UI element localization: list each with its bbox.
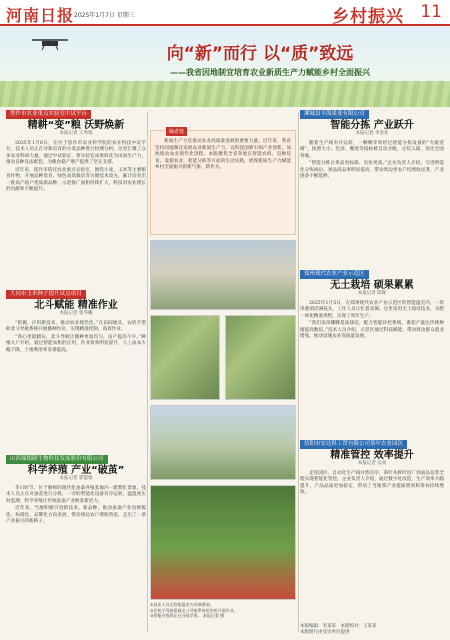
article-paragraph: 近年来，焦作市依托农业重点实验室，围绕小麦、玉米等主要粮食作物，开展品种选育、绿色高效栽培等关键技术攻关，累计培育出一批高产稳产优质新品种，示范推广面积持续扩大，科技对农业增长的贡献率不断提升。 [6,167,146,192]
article-title: 精准管控 效率提升 [330,449,414,461]
column-right-bottom [300,440,444,498]
page-subheadline: ——我省因地制宜培育农业新质生产力赋能乡村全面振兴 [170,68,370,77]
article-title: 北斗赋能 精准作业 [34,299,118,311]
footer-line: 本版编辑：李某某 本版校对：王某某 [300,624,377,629]
editor-note [150,130,296,235]
article-paragraph: 随着生产线有序运转，一颗颗苹果经过智能分拣设备的“火眼金睛”，按照大小、色泽、糖度等指标被自动分级，分装入箱，发往全国各地。 [300,140,444,159]
article-byline: 本报记者 王秀娟 [59,131,93,136]
article-tag: 山西瑞德隆生物科技发展股份有限公司 [6,455,108,464]
footer-line: 本版图片由受访单位提供 [300,630,350,635]
article-title: 科学养殖 产业“破茧” [27,464,125,476]
article-tag: 大同市玉米种子提升试点项目 [6,290,86,299]
article-title: 无土栽培 硕果累累 [330,279,414,291]
page-footer [300,624,377,636]
section-title: 乡村振兴 [332,7,404,27]
farm-field-illustration [0,81,450,107]
photo-greenhouse-tomato [150,485,296,600]
article-paragraph: 冬日时节，位于偃师的现代化蚕桑养殖基地内一派繁忙景象。技术人员正在对蚕茧进行分拣，一旁的智能化设备有序运转，温湿度实时监测，科学养殖让传统蚕桑产业焕发新活力。 [6,485,146,504]
column-divider [298,112,299,632]
article-title: 智能分拣 产业跃升 [330,119,414,131]
article-paragraph: 2025年1月5日，在郑州现代农业产业示范区的智能温室内，一串串番茄挂满枝头，工作人员正忙着采摘。这里采用无土栽培技术，水肥一体化精准供给，实现了周年生产。 [300,300,444,319]
feature-banner [0,27,450,107]
newspaper-logo: 河南日报 [6,6,75,25]
article-tag: 信阳市安达科工贸有限公司茶叶农业园区 [300,440,407,449]
photo-seedlings [150,315,220,400]
page-number: 11 [420,2,442,22]
caption-line: ①技术人员在智能温室内采摘番茄。 [150,602,214,607]
masthead [0,0,450,26]
photo-corn-field [225,315,296,400]
column-left [6,110,146,195]
article-paragraph: “把握、应用新技术，推动农业现代化。”在田间地头，农机手借助北斗导航系统开展播种作业，实现精准控制、高效作业。 [6,320,146,332]
article-byline: 本报记者 岳南 [357,461,387,466]
caption-line: ③智能分拣线正在分拣苹果。 本报记者 摄 [150,613,225,618]
article-byline: 本报记者 张华曦 [59,311,93,316]
issue-date: 2025年1月7日 星期三 [74,12,135,19]
photo-aerial-farm [150,405,296,480]
photo-captions [150,602,296,619]
article-title: 精耕“变”粮 沃野焕新 [27,119,125,131]
article-paragraph: 2025年1月6日，在位于焦作市农业科学院的农业科技中试平台，技术人员正在对新培育的小麦品种进行检测分析。这里汇聚了众多农业科研力量，通过中试验证，将实验室成果转化为田间生产力，推动良种良法配套，为粮食稳产增产提供了坚实支撑。 [6,140,146,165]
article-tag: 焦作市农业重点实验室中试平台 [6,110,91,119]
article-paragraph: “我们采用椰糠基质栽培，配合智能环控系统，番茄产量比传统种植提高数倍。”技术人员介绍，示范区通过科技赋能，带动周边群众就业增收，推动设施农业高质量发展。 [300,321,444,339]
article-byline: 本报记者 李金亚 [355,131,389,136]
column-right [300,110,444,182]
column-left-mid [6,290,146,355]
editor-note-label: 编者按 [166,127,187,136]
column-divider [147,112,148,632]
article-tag: 郑州现代农业产业示范区 [300,270,369,279]
article-paragraph: “智能分拣让果品更标准、卖价更高。”企业负责人介绍，引进智能化分拣线后，果品商品率明显提高，带动周边果农户均增收显著，产业链条不断延伸。 [300,161,444,179]
photo-processing-line [150,240,296,310]
drone-icon [30,35,70,51]
article-paragraph: “我心里最踏实，北斗导航让播种更加均匀，亩产提高不少。”种植大户介绍，通过智能农机的应用，作业效率明显提升，人工成本大幅下降，土地利用率显著提高。 [6,334,146,353]
article-tag: 漯城县丰海果业有限公司 [300,110,369,119]
editor-note-text: 新质生产力是推动农业高质量发展的重要力量。近年来，我省坚持因地制宜发展农业新质生产力，以科技创新引领产业创新，加快推动农业现代化进程。本版聚焦全省各地在智能农机、良种培育、设施农业、智能分拣等方面的生动实践，展现新质生产力赋能乡村全面振兴的新气象、新作为。 [155,139,291,171]
article-paragraph: 走进园区，自动化生产线井然有序，茶叶从鲜叶进厂到成品包装全程实现智能化管控。企业负责人介绍，通过数字化改造，生产效率大幅提升，产品品质更加稳定，带动了当地茶产业提质增效和茶农持续增收。 [300,470,444,495]
caption-line: ②农机手驾驶搭载北斗导航系统的农机开展作业。 [150,607,238,613]
article-byline: 本报记者 陈辉 [357,291,387,296]
article-paragraph: 近年来，当地积极引进新技术、新品种，推动蚕桑产业向规模化、标准化、品牌化方向发展，带动周边农户增收致富，走出了一条产业振兴的新路子。 [6,506,146,524]
article-byline: 本报记者 郭慧娟 [59,476,93,481]
column-right-mid [300,270,444,342]
column-left-bottom [6,455,146,527]
page-headline: 向“新”而行 以“质”致远 [166,44,354,64]
